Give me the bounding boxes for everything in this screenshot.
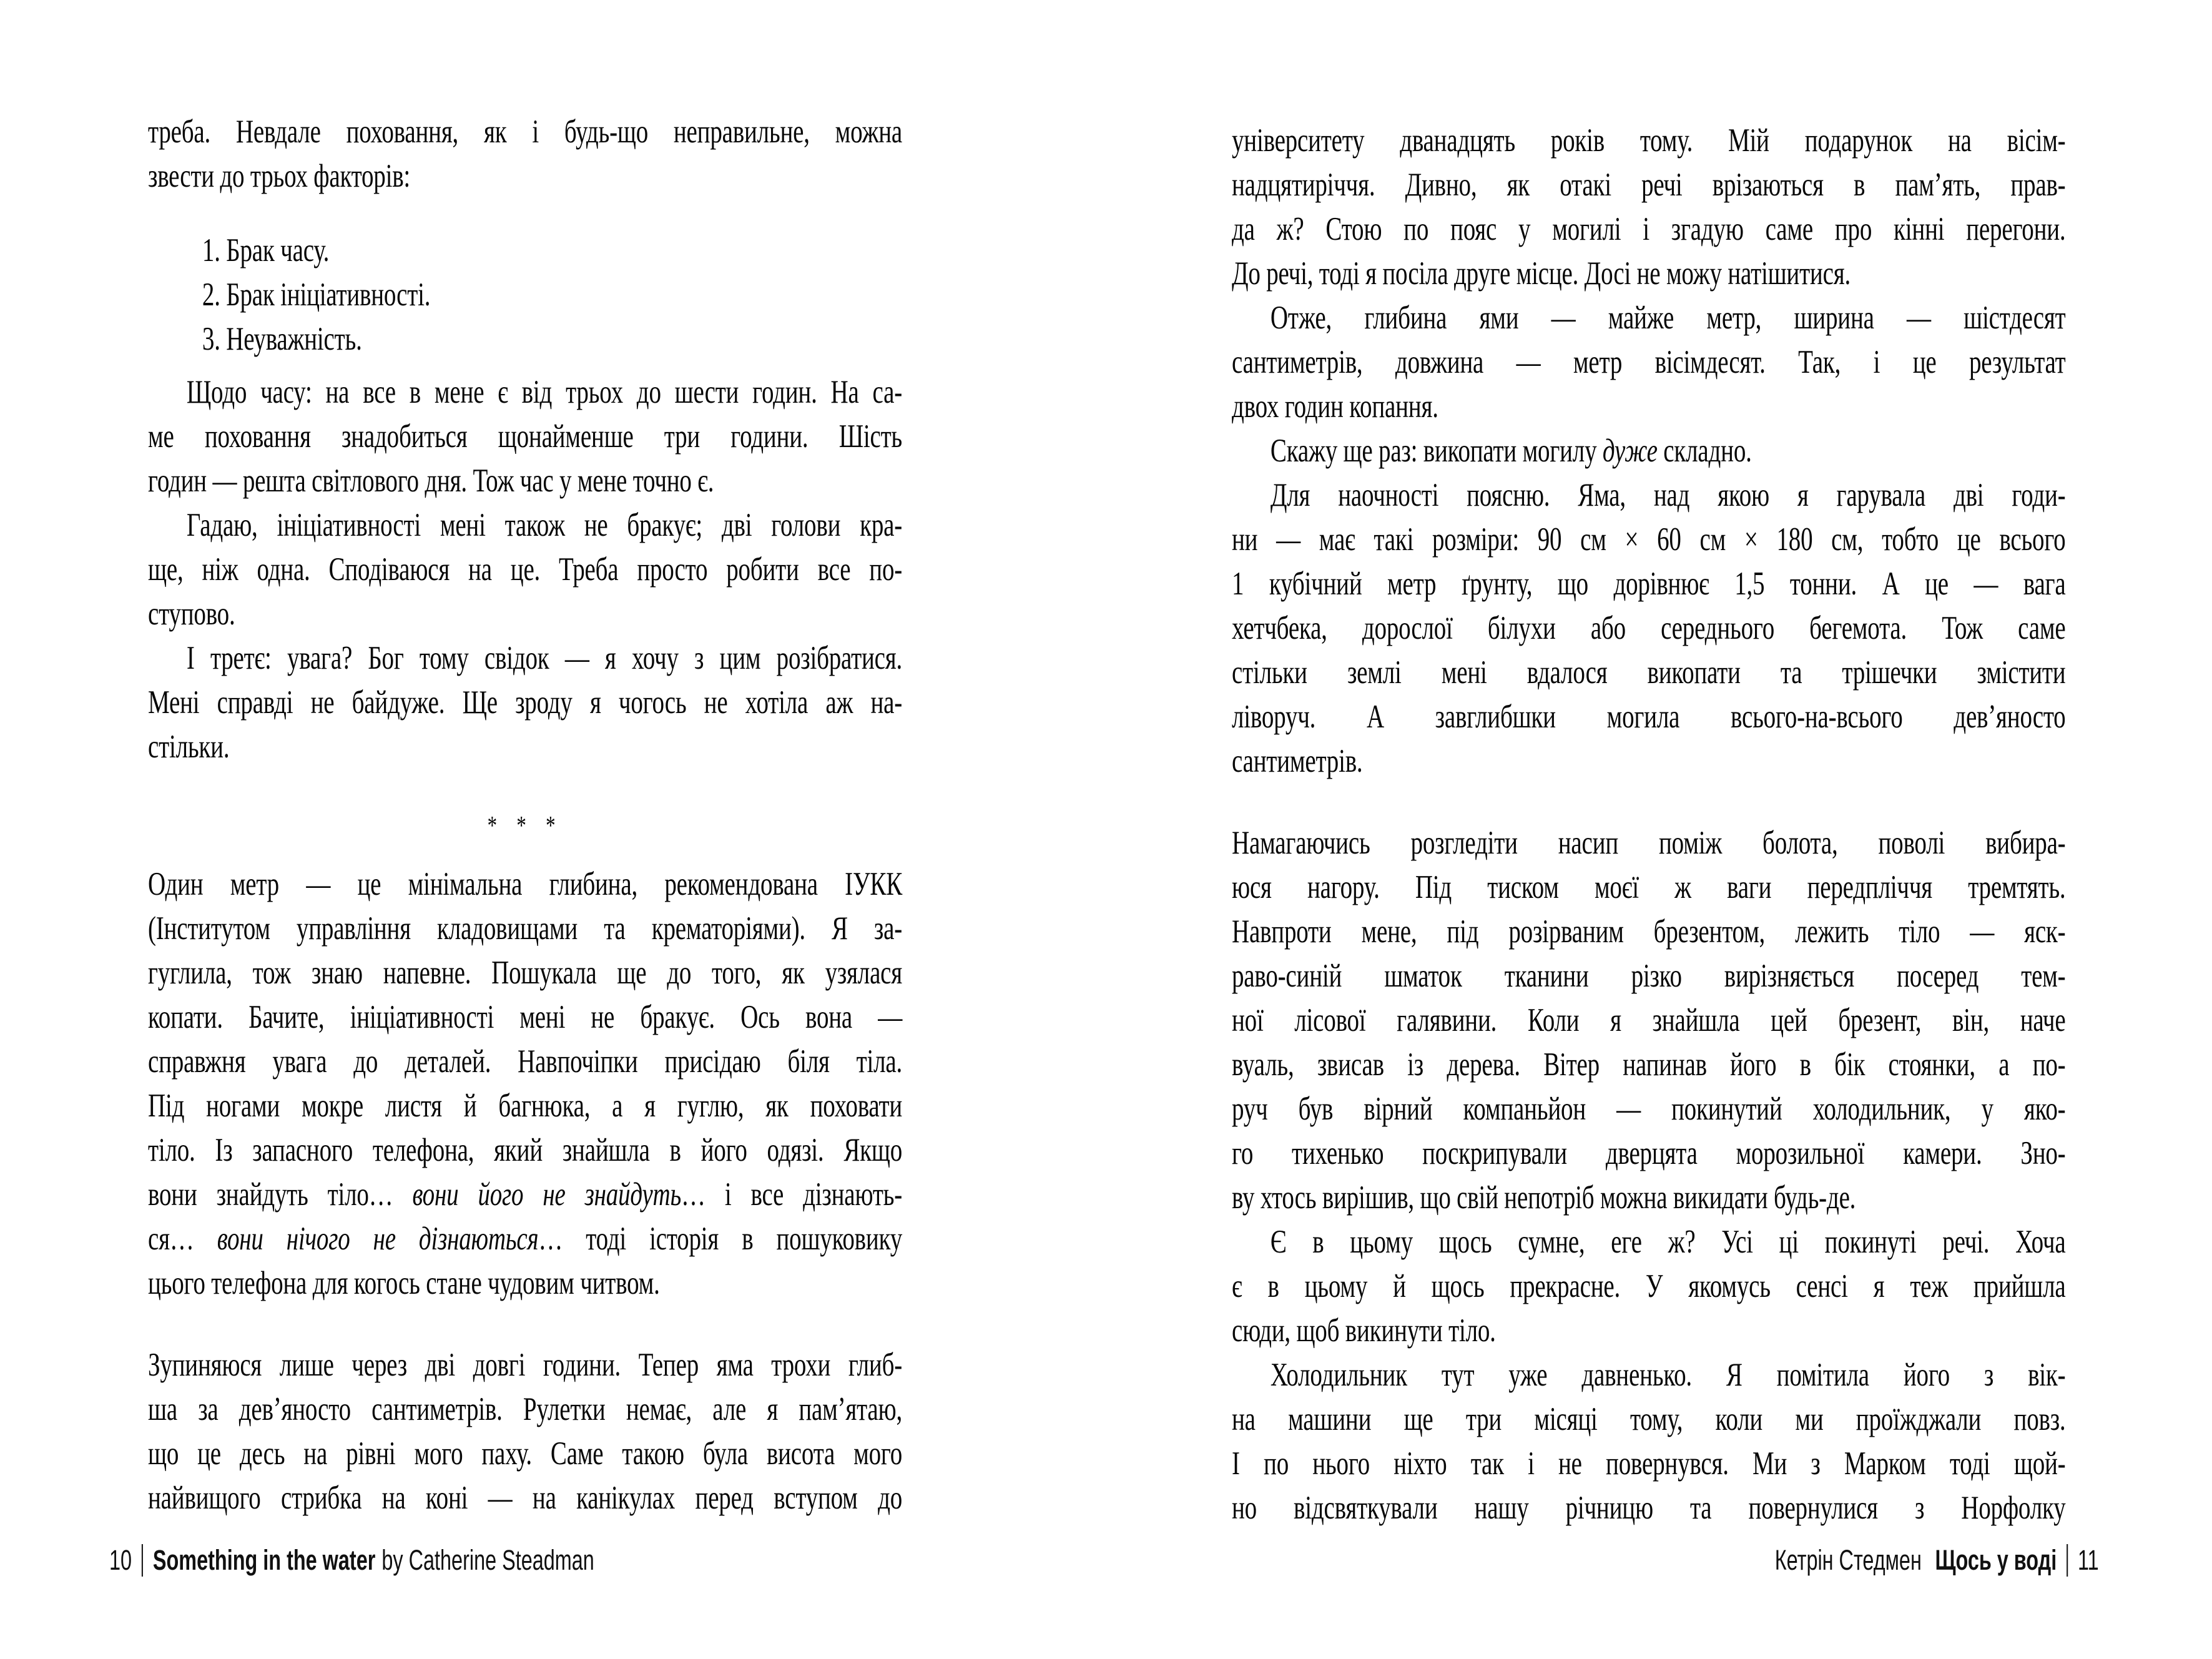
paragraph	[1232, 473, 2065, 784]
text-line: До речі, тоді я посіла друге місце. Досі не можу натішитися.	[1232, 255, 1851, 292]
text-line: Під ногами мокре листя й багнюка, а я гуглю, як поховати	[148, 1088, 903, 1124]
page-left	[148, 110, 902, 1520]
paragraph	[148, 1343, 902, 1520]
page-left-footer	[109, 1542, 783, 1578]
text-line: Щодо часу: на все в мене є від трьох до шести годин. На са-	[186, 374, 903, 410]
paragraph-spacer	[148, 1306, 902, 1343]
text-line: ступово.	[148, 596, 235, 632]
page-left-footer-content	[109, 1542, 594, 1578]
footer-divider	[142, 1544, 143, 1577]
text-line: ша за дев’яносто сантиметрів. Рулетки немає, але я пам’ятаю,	[148, 1391, 903, 1427]
paragraph	[148, 370, 902, 503]
text-line: да ж? Стою по пояс у могилі і згадую саме про кінні перегони.	[1232, 211, 2066, 247]
paragraph	[148, 110, 902, 199]
text-line: 1 кубічний метр ґрунту, що дорівнює 1,5 тонни. А це — вага	[1232, 566, 2066, 602]
text-line: на машини ще три місяці тому, коли ми проїжджали повз.	[1232, 1401, 2066, 1437]
paragraph	[148, 862, 902, 1306]
text-line: ної лісової галявини. Коли я знайшла цей брезент, він, наче	[1232, 1002, 2066, 1038]
text-line: треба. Невдале поховання, як і будь-що неправильне, можна	[148, 114, 903, 150]
text-line: І по нього ніхто так і не повернувся. Ми з Марком тоді щой-	[1232, 1445, 2066, 1482]
text-line: годин — решта світлового дня. Тож час у мене точно є.	[148, 463, 714, 499]
text-line: но відсвяткували нашу річницю та повернулися з Норфолку	[1232, 1490, 2066, 1526]
text-line: хетчбека, дорослої білухи або середнього бегемота. Тож саме	[1232, 610, 2066, 646]
text-line: вони знайдуть тіло… вони його не знайдуть… і все дізнають-	[148, 1176, 903, 1213]
section-break: * * *	[487, 812, 563, 840]
text-line: ву хтось вирішив, що свій непотріб можна викидати будь-де.	[1232, 1179, 1856, 1216]
text-line: університету дванадцять років тому. Мій подарунок на вісім-	[1232, 122, 2066, 159]
paragraph-spacer	[1232, 784, 2065, 821]
text-line: тіло. Із запасного телефона, який знайшла в його одязі. Якщо	[148, 1132, 903, 1168]
text-line: ліворуч. А завглибшки могила всього-на-всього дев’яносто	[1232, 699, 2066, 735]
text-line: є в цьому й щось прекрасне. У якомусь сенсі я теж прийшла	[1232, 1268, 2066, 1304]
text-line: ще, ніж одна. Сподіваюся на це. Треба просто робити все по-	[148, 551, 903, 588]
list-item: 2. Брак ініціативності.	[202, 277, 431, 313]
text-line: стільки землі мені вдалося викопати та трішечки змістити	[1232, 654, 2066, 691]
paragraph	[1232, 429, 2065, 473]
text-line: ся… вони нічого не дізнаються… тоді історія в пошуковику	[148, 1221, 903, 1257]
book-byline: by Catherine Steadman	[381, 1544, 594, 1576]
text-line: Зупиняюся лише через дві довгі години. Тепер яма трохи глиб-	[148, 1347, 903, 1383]
paragraph	[148, 636, 902, 769]
text-line: Холодильник тут уже давненько. Я помітила його з вік-	[1270, 1357, 2066, 1393]
paragraph	[1232, 119, 2065, 296]
page-right-text	[1232, 119, 2065, 1530]
book-author-ukrainian: Кетрін Стедмен	[1775, 1544, 1922, 1576]
text-line: раво-синій шматок тканини різко вирізняється посеред тем-	[1232, 958, 2066, 994]
text-line: найвищого стрибка на коні — на канікулах перед вступом до	[148, 1480, 903, 1516]
page-right	[1232, 119, 2065, 1530]
text-line: цього телефона для когось стане чудовим читвом.	[148, 1265, 660, 1301]
text-line: сантиметрів, довжина — метр вісімдесят. Так, і це результат	[1232, 344, 2066, 380]
text-line: Для наочності поясню. Яма, над якою я гарувала дві годи-	[1270, 477, 2066, 513]
text-line: Гадаю, ініціативності мені також не бракує; дві голови кра-	[186, 507, 903, 543]
page-right-footer	[1649, 1542, 2099, 1578]
book-title-ukrainian: Щось у воді	[1935, 1544, 2057, 1576]
text-line: двох годин копання.	[1232, 388, 1438, 425]
page-right-footer-content	[1775, 1542, 2099, 1578]
footer-divider	[2067, 1544, 2068, 1577]
text-line: Отже, глибина ями — майже метр, ширина — шістдесят	[1270, 300, 2066, 336]
book-title-english: Something in the water	[152, 1544, 376, 1576]
numbered-list	[148, 229, 902, 362]
list-item: 3. Неуважність.	[202, 321, 362, 357]
page-number-right: 11	[2078, 1544, 2099, 1576]
text-line: надцятиріччя. Дивно, як отакі речі врізаються в пам’ять, прав-	[1232, 167, 2066, 203]
paragraph	[1232, 1353, 2065, 1530]
paragraph	[148, 503, 902, 636]
text-line: го тихенько поскрипували дверцята морозильної камери. Зно-	[1232, 1135, 2066, 1171]
text-line: вуаль, звисав із дерева. Вітер напинав його в бік стоянки, а по-	[1232, 1046, 2066, 1083]
paragraph	[1232, 1220, 2065, 1353]
text-line: Мені справді не байдуже. Ще зроду я чогось не хотіла аж на-	[148, 684, 903, 721]
page-number-left: 10	[109, 1544, 132, 1576]
text-line: копати. Бачите, ініціативності мені не бракує. Ось вона —	[148, 999, 903, 1035]
text-line: Є в цьому щось сумне, еге ж? Усі ці покинуті речі. Хоча	[1270, 1224, 2066, 1260]
list-item: 1. Брак часу.	[202, 232, 330, 268]
text-line: що це десь на рівні мого паху. Саме такою була висота мого	[148, 1435, 903, 1472]
paragraph	[1232, 296, 2065, 429]
text-line: ме поховання знадобиться щонайменше три години. Шість	[148, 418, 903, 455]
text-line: (Інститутом управління кладовищами та крематоріями). Я за-	[148, 910, 903, 947]
text-line: справжня увага до деталей. Навпочіпки присідаю біля тіла.	[148, 1043, 903, 1080]
text-line: сюди, щоб викинути тіло.	[1232, 1312, 1496, 1349]
text-line: ни — має такі розміри: 90 см × 60 см × 180 см, тобто це всього	[1232, 521, 2066, 558]
text-line: І третє: увага? Бог тому свідок — я хочу з цим розібратися.	[186, 640, 903, 676]
text-line: руч був вірний компаньйон — покинутий холодильник, у яко-	[1232, 1091, 2066, 1127]
text-line: юся нагору. Під тиском моєї ж ваги передпліччя тремтять.	[1232, 869, 2066, 905]
text-line: Скажу ще раз: викопати могилу дуже складно.	[1270, 433, 1752, 469]
text-line: сантиметрів.	[1232, 743, 1363, 779]
paragraph	[1232, 821, 2065, 1220]
text-line: гуглила, тож знаю напевне. Пошукала ще до того, як узялася	[148, 955, 903, 991]
text-line: Один метр — це мінімальна глибина, рекомендована ІУКК	[148, 866, 903, 902]
text-line: Навпроти мене, під розірваним брезентом, лежить тіло — яск-	[1232, 913, 2066, 950]
text-line: Намагаючись розгледіти насип поміж болота, поволі вибира-	[1232, 825, 2066, 861]
text-line: стільки.	[148, 729, 230, 765]
page-left-text	[148, 110, 902, 1520]
text-line: звести до трьох факторів:	[148, 158, 411, 194]
